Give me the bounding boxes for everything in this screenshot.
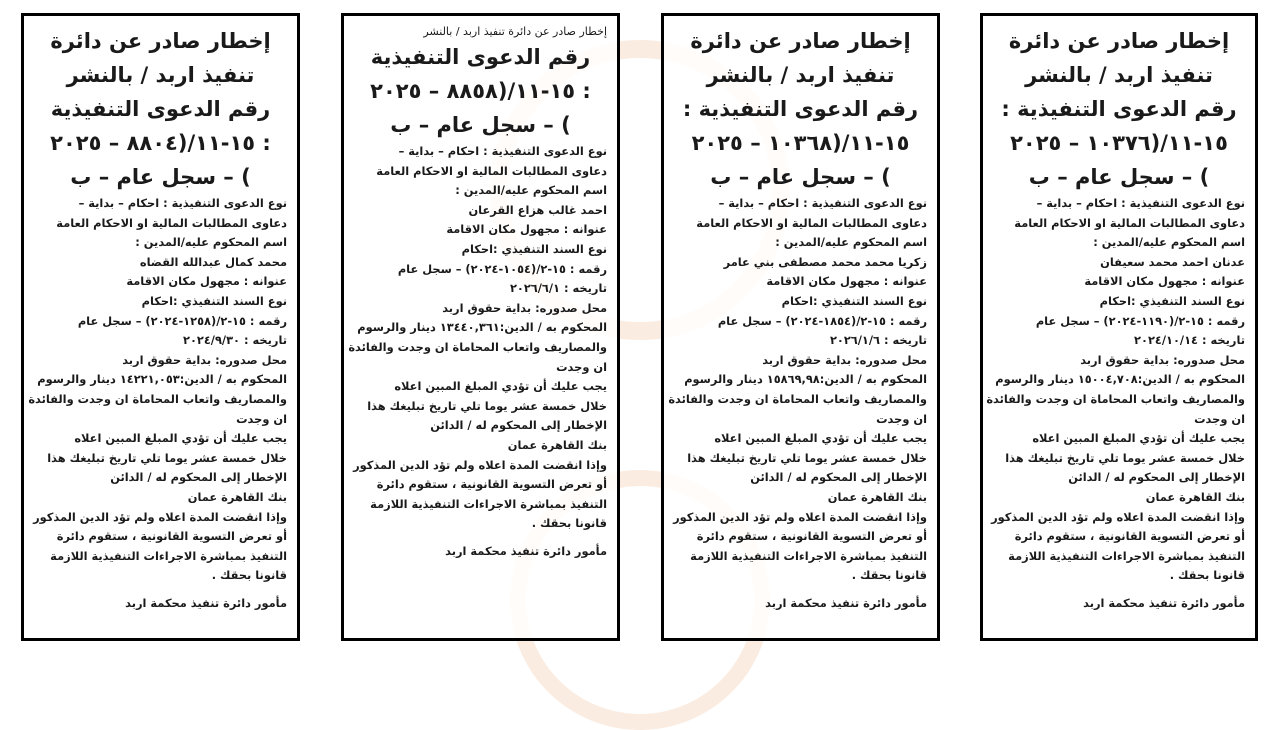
notice-3-body-line: دعاوى المطالبات المالية او الاحكام العامة bbox=[376, 163, 607, 178]
notice-4-case-line-1: رقم الدعوى التنفيذية bbox=[50, 97, 271, 121]
notice-3-top-line: إخطار صادر عن دائرة تنفيذ اربد / بالنشر bbox=[423, 25, 607, 38]
notice-4-body-line: أو تعرض التسوية القانونية ، ستقوم دائرة bbox=[56, 529, 287, 544]
notice-4-body-line: قانونا بحقك . bbox=[211, 568, 287, 583]
notice-3-body-line: وإذا انقضت المدة اعلاه ولم تؤد الدين المذكور bbox=[353, 457, 607, 472]
notice-3-body-line: اسم المحكوم عليه/المدين : bbox=[455, 183, 607, 198]
notice-1-body-line: التنفيذ بمباشرة الاجراءات التنفيذية اللازمة bbox=[1008, 548, 1245, 563]
notice-3-body-line: قانونا بحقك . bbox=[531, 516, 607, 531]
notice-1-body-line: عدنان احمد محمد سعيفان bbox=[1100, 254, 1245, 269]
notice-1-body-line: وإذا انقضت المدة اعلاه ولم تؤد الدين المذكور bbox=[991, 509, 1245, 524]
notice-3-body-line: خلال خمسة عشر يوما تلي تاريخ تبليغك هذا bbox=[367, 398, 607, 413]
notice-2 bbox=[661, 13, 940, 641]
notice-2-body-line: دعاوى المطالبات المالية او الاحكام العامة bbox=[696, 215, 927, 230]
notice-2-body-line: بنك القاهرة عمان bbox=[827, 489, 927, 504]
notice-3-case-line-1: رقم الدعوى التنفيذية bbox=[370, 45, 591, 69]
notice-1-body-line: الإخطار إلى المحكوم له / الدائن bbox=[1068, 470, 1245, 485]
notice-3-body-line: التنفيذ بمباشرة الاجراءات التنفيذية اللازمة bbox=[370, 496, 607, 511]
notice-3-body-line: نوع السند التنفيذي :احكام bbox=[461, 241, 607, 256]
notice-1-header-line-1: إخطار صادر عن دائرة bbox=[1008, 29, 1230, 53]
notice-1-body-line: يجب عليك أن تؤدي المبلغ المبين اعلاه bbox=[1032, 431, 1245, 446]
notice-3-body-line: نوع الدعوى التنفيذية : احكام – بداية – bbox=[398, 144, 607, 158]
notice-4-body-line: يجب عليك أن تؤدي المبلغ المبين اعلاه bbox=[74, 431, 287, 446]
notice-1-body-line: خلال خمسة عشر يوما تلي تاريخ تبليغك هذا bbox=[1005, 450, 1245, 465]
notice-2-signature: مأمور دائرة تنفيذ محكمة اربد bbox=[765, 595, 927, 610]
notice-4-body-line: ان وجدت bbox=[236, 411, 287, 426]
notice-2-body bbox=[668, 194, 927, 586]
notice-4-body-line: محل صدوره: بداية حقوق اربد bbox=[122, 352, 287, 367]
notice-3-body-line: رقمه : ١٥-٢/(١٠٥٤-٢٠٢٤) – سجل عام bbox=[397, 261, 607, 276]
notice-4-body-line: المحكوم به / الدين:١٤٢٢١,٠٥٣ دينار والرسوم bbox=[37, 372, 287, 387]
notice-2-body-line: عنوانه : مجهول مكان الاقامة bbox=[766, 274, 927, 289]
notice-3-body-line: بنك القاهرة عمان bbox=[507, 437, 607, 452]
notice-2-header-line-1: إخطار صادر عن دائرة bbox=[690, 29, 911, 53]
notice-4-body-line: والمصاريف واتعاب المحاماة ان وجدت والفائدة bbox=[28, 391, 287, 406]
notice-3-body-line: الإخطار إلى المحكوم له / الدائن bbox=[430, 418, 607, 433]
notice-2-body-line: زكريا محمد محمد مصطفى بني عامر bbox=[723, 254, 927, 269]
notice-4-case-line-3: ) – سجل عام – ب bbox=[70, 165, 251, 189]
notice-3-case-line-3: ) – سجل عام – ب bbox=[390, 113, 571, 137]
notice-4-body-line: تاريخه : ٢٠٢٤/٩/٣٠ bbox=[183, 333, 287, 348]
notice-1-header-line-2: تنفيذ اربد / بالنشر bbox=[1025, 63, 1213, 87]
notice-1-body-line: اسم المحكوم عليه/المدين : bbox=[1093, 235, 1245, 250]
notice-2-case-line-1: رقم الدعوى التنفيذية : bbox=[682, 97, 919, 121]
notice-1-body-line: تاريخه : ٢٠٢٤/١٠/١٤ bbox=[1134, 333, 1245, 348]
notice-2-body-line: اسم المحكوم عليه/المدين : bbox=[775, 235, 927, 250]
notice-2-body-line: رقمه : ١٥-٢/(١٨٥٤-٢٠٢٤) – سجل عام bbox=[717, 313, 927, 328]
notice-1-body-line: نوع الدعوى التنفيذية : احكام – بداية – bbox=[1036, 196, 1245, 210]
notice-3-body-line: عنوانه : مجهول مكان الاقامة bbox=[446, 222, 607, 237]
notice-2-body-line: تاريخه : ٢٠٢٦/١/٦ bbox=[829, 333, 927, 348]
notice-1-body-line: أو تعرض التسوية القانونية ، ستقوم دائرة bbox=[1014, 529, 1245, 544]
notice-4-header-line-2: تنفيذ اربد / بالنشر bbox=[66, 63, 255, 87]
notice-3-body-line: ان وجدت bbox=[556, 359, 607, 374]
notice-1-body bbox=[986, 194, 1245, 586]
notice-2-body-line: المحكوم به / الدين:١٥٨٦٩,٩٨ دينار والرسوم bbox=[684, 372, 927, 387]
notice-4-body-line: بنك القاهرة عمان bbox=[187, 489, 287, 504]
notice-4-body bbox=[28, 194, 287, 586]
notice-4 bbox=[21, 13, 300, 641]
notice-2-body-line: ان وجدت bbox=[876, 411, 927, 426]
notice-1-body-line: رقمه : ١٥-٢/(١١٩٠-٢٠٢٤) – سجل عام bbox=[1035, 313, 1245, 328]
notice-4-body-line: الإخطار إلى المحكوم له / الدائن bbox=[110, 470, 287, 485]
notice-2-case-line-2: ١٥-١١/(١٠٣٦٨ – ٢٠٢٥ bbox=[691, 131, 910, 155]
notice-2-body-line: يجب عليك أن تؤدي المبلغ المبين اعلاه bbox=[714, 431, 927, 446]
notice-4-body-line: نوع السند التنفيذي :احكام bbox=[141, 293, 287, 308]
notice-1-body-line: محل صدوره: بداية حقوق اربد bbox=[1080, 352, 1245, 367]
notice-1-case-line-3: ) – سجل عام – ب bbox=[1028, 165, 1210, 189]
notice-2-body-line: التنفيذ بمباشرة الاجراءات التنفيذية اللازمة bbox=[690, 548, 927, 563]
notice-1-body-line: قانونا بحقك . bbox=[1169, 568, 1245, 583]
notice-1-body-line: والمصاريف واتعاب المحاماة ان وجدت والفائدة bbox=[986, 391, 1245, 406]
notice-3 bbox=[341, 13, 620, 641]
notice-4-body-line: اسم المحكوم عليه/المدين : bbox=[135, 235, 287, 250]
notice-4-body-line: دعاوى المطالبات المالية او الاحكام العامة bbox=[56, 215, 287, 230]
notice-1-body-line: بنك القاهرة عمان bbox=[1145, 489, 1245, 504]
notice-3-signature: مأمور دائرة تنفيذ محكمة اربد bbox=[445, 543, 607, 558]
notice-3-body-line: أو تعرض التسوية القانونية ، ستقوم دائرة bbox=[376, 477, 607, 492]
notice-4-signature: مأمور دائرة تنفيذ محكمة اربد bbox=[125, 595, 287, 610]
notice-4-body-line: وإذا انقضت المدة اعلاه ولم تؤد الدين المذكور bbox=[33, 509, 287, 524]
notice-1-signature: مأمور دائرة تنفيذ محكمة اربد bbox=[1083, 595, 1245, 610]
notice-3-body-line: تاريخه : ٢٠٢٦/٦/١ bbox=[509, 281, 607, 296]
notice-2-body-line: قانونا بحقك . bbox=[851, 568, 927, 583]
notice-2-header-line-2: تنفيذ اربد / بالنشر bbox=[706, 63, 895, 87]
notice-2-body-line: وإذا انقضت المدة اعلاه ولم تؤد الدين المذكور bbox=[673, 509, 927, 524]
notice-4-body-line: خلال خمسة عشر يوما تلي تاريخ تبليغك هذا bbox=[47, 450, 287, 465]
notice-1-body-line: عنوانه : مجهول مكان الاقامة bbox=[1084, 274, 1245, 289]
notice-1-body-line: نوع السند التنفيذي :احكام bbox=[1099, 293, 1245, 308]
notice-3-body-line: والمصاريف واتعاب المحاماة ان وجدت والفائدة bbox=[348, 339, 607, 354]
notice-3-body-line: محل صدوره: بداية حقوق اربد bbox=[442, 300, 607, 315]
notice-4-header-line-1: إخطار صادر عن دائرة bbox=[50, 29, 271, 53]
notice-4-body-line: محمد كمال عبدالله القضاه bbox=[139, 254, 287, 269]
notice-2-case-line-3: ) – سجل عام – ب bbox=[710, 165, 891, 189]
notice-1-body-line: ان وجدت bbox=[1194, 411, 1245, 426]
notice-3-body-line: المحكوم به / الدين:١٣٤٤٠,٣٦١ دينار والرسوم bbox=[357, 320, 607, 335]
notice-2-body-line: أو تعرض التسوية القانونية ، ستقوم دائرة bbox=[696, 529, 927, 544]
notice-1-case-line-1: رقم الدعوى التنفيذية : bbox=[1001, 97, 1237, 121]
notice-1-body-line: دعاوى المطالبات المالية او الاحكام العامة bbox=[1014, 215, 1245, 230]
notice-2-body-line: والمصاريف واتعاب المحاماة ان وجدت والفائدة bbox=[668, 391, 927, 406]
notice-3-body-line: يجب عليك أن تؤدي المبلغ المبين اعلاه bbox=[394, 379, 607, 394]
notice-4-case-line-2: : ١٥-١١/(٨٨٠٤ – ٢٠٢٥ bbox=[50, 131, 271, 155]
notice-4-body-line: رقمه : ١٥-٢/(١٢٥٨-٢٠٢٤) – سجل عام bbox=[77, 313, 287, 328]
notice-4-body-line: التنفيذ بمباشرة الاجراءات التنفيذية اللازمة bbox=[50, 548, 287, 563]
notice-2-body-line: محل صدوره: بداية حقوق اربد bbox=[762, 352, 927, 367]
notice-4-body-line: نوع الدعوى التنفيذية : احكام – بداية – bbox=[78, 196, 287, 210]
notice-1-case-line-2: ١٥-١١/(١٠٣٧٦ – ٢٠٢٥ bbox=[1010, 131, 1228, 155]
notice-2-body-line: الإخطار إلى المحكوم له / الدائن bbox=[750, 470, 927, 485]
notice-3-body bbox=[348, 142, 607, 534]
notice-1 bbox=[980, 13, 1258, 641]
notice-3-body-line: احمد غالب هزاع القرعان bbox=[468, 202, 607, 217]
notice-1-body-line: المحكوم به / الدين:١٥٠٠٤,٧٠٨ دينار والرسوم bbox=[995, 372, 1245, 387]
notice-4-body-line: عنوانه : مجهول مكان الاقامة bbox=[126, 274, 287, 289]
notice-2-body-line: نوع السند التنفيذي :احكام bbox=[781, 293, 927, 308]
notice-2-body-line: نوع الدعوى التنفيذية : احكام – بداية – bbox=[718, 196, 927, 210]
notice-3-case-line-2: : ١٥-١١/(٨٨٥٨ – ٢٠٢٥ bbox=[370, 79, 591, 103]
notice-2-body-line: خلال خمسة عشر يوما تلي تاريخ تبليغك هذا bbox=[687, 450, 927, 465]
